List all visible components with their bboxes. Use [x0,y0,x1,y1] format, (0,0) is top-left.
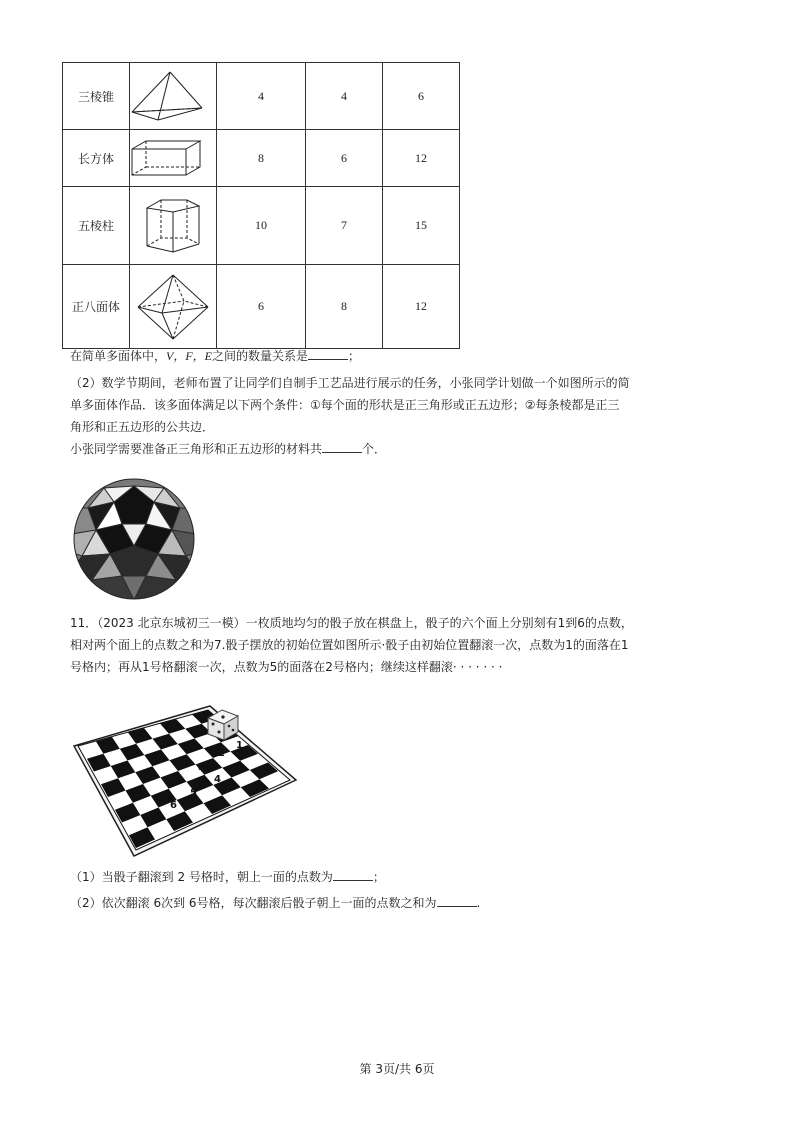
board-label-3: 3 [198,762,205,773]
face-count: 4 [306,63,383,130]
face-count: 6 [306,130,383,187]
vertex-count: 10 [217,187,306,265]
q11-sub1: （1）当骰子翻滚到 2 号格时，朝上一面的点数为 ； [70,870,385,884]
polyhedra-table [62,62,460,349]
polyhedron-name: 五棱柱 [63,187,130,265]
table-row [63,130,460,187]
board-label-5: 5 [190,788,197,799]
board-label-1: 1 [236,740,243,751]
q11-text: 11．（2023 北京东城初三一模）一枚质地均匀的骰子放在棋盘上，骰子的六个面上分别刻有1到6的点数， 相对两个面上的点数之和为7.骰子摆放的初始位置如图所示·骰子由初始位置翻滚一次，点数为1的面落在1 号格内；再从1号格翻滚一次，点数为5的面落在2号格内；继续这样翻滚· · · · · · · [70,616,633,674]
table-row [63,63,460,130]
polyhedron-model-image [70,478,198,600]
polyhedron-name: 三棱锥 [63,63,130,130]
answer-blank[interactable] [437,894,477,907]
polyhedron-name: 长方体 [63,130,130,187]
page-footer: 第 3页/共 6页 [359,1062,435,1076]
dice-board-image [72,700,298,860]
vertex-count: 4 [217,63,306,130]
board-label-4: 4 [214,774,221,785]
cuboid-icon [130,139,204,177]
face-count: 8 [306,265,383,349]
board-label-2: 2 [218,748,225,759]
pentagonal-prism-icon [143,196,203,256]
q11-sub2: （2）依次翻滚 6次到 6号格，每次翻滚后骰子朝上一面的点数之和为 . [70,896,481,910]
q10-relationship-line: 在简单多面体中，V，F，E之间的数量关系是 ； [70,349,361,363]
table-row [63,187,460,265]
q10-part2-text: （2）数学节期间，老师布置了让同学们自制手工艺品进行展示的任务，小张同学计划做一个如图所示的简 单多面体作品．该多面体满足以下两个条件：①每个面的形状是正三角形或正五边形；②每条棱都是正三 角形和正五边形的公共边． 小张同学需要准备正三角形和正五边形的材料共 个． [70,376,630,456]
answer-blank[interactable] [322,440,362,453]
answer-blank[interactable] [333,868,373,881]
edge-count: 12 [383,265,460,349]
vertex-count: 6 [217,265,306,349]
table-row [63,265,460,349]
vertex-count: 8 [217,130,306,187]
triangular-pyramid-icon [130,70,204,122]
polyhedron-name: 正八面体 [63,265,130,349]
edge-count: 15 [383,187,460,265]
octahedron-icon [136,273,210,341]
edge-count: 6 [383,63,460,130]
answer-blank[interactable] [308,347,348,360]
face-count: 7 [306,187,383,265]
board-label-6: 6 [170,800,177,811]
edge-count: 12 [383,130,460,187]
